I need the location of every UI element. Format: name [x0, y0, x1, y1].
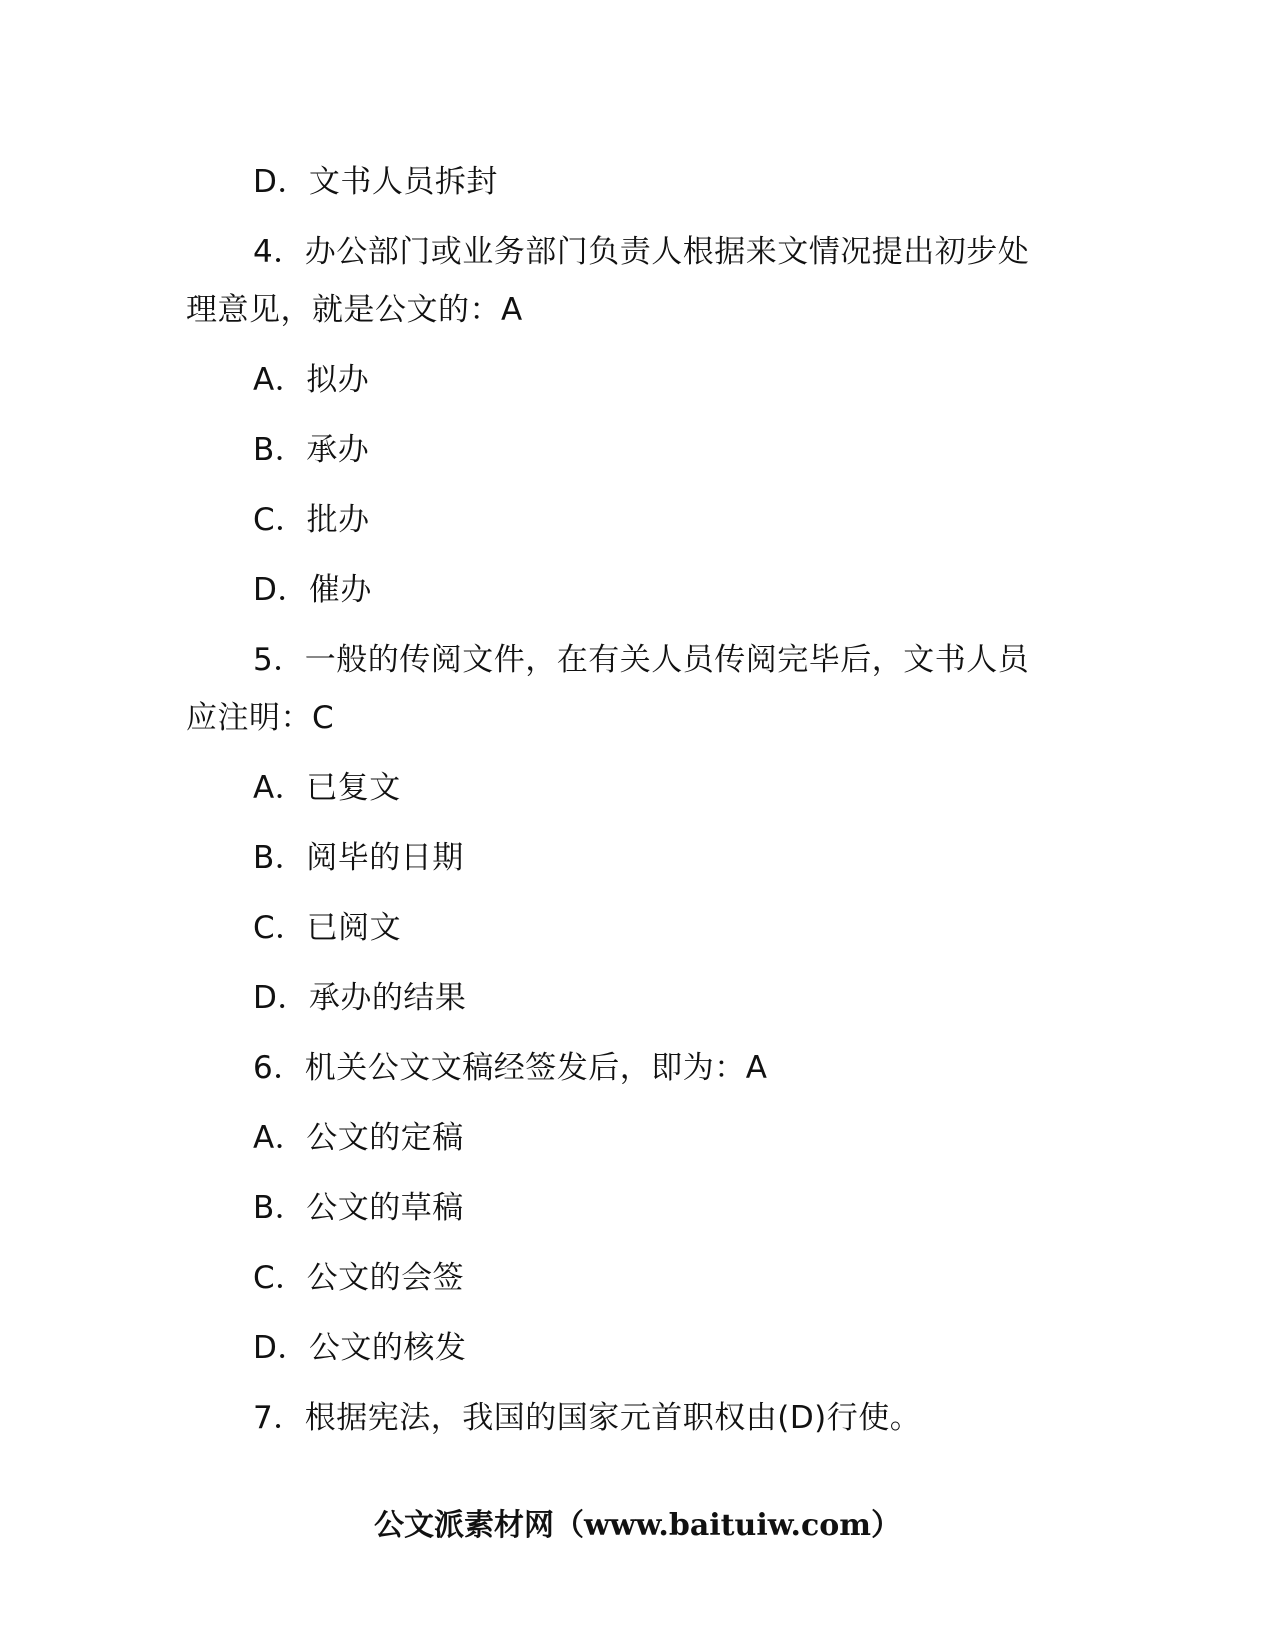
option-line: D．承办的结果	[253, 980, 467, 1016]
option-line: D．公文的核发	[253, 1330, 467, 1366]
question-line-continuation: 应注明：C	[186, 700, 335, 736]
option-line: C．批办	[253, 502, 370, 538]
option-line: A．公文的定稿	[253, 1120, 464, 1156]
option-line: A．拟办	[253, 362, 370, 398]
option-line: A．已复文	[253, 770, 401, 806]
question-line: 4．办公部门或业务部门负责人根据来文情况提出初步处	[253, 234, 1030, 270]
question-line: 6．机关公文文稿经签发后，即为：A	[253, 1050, 768, 1086]
question-line: 7．根据宪法，我国的国家元首职权由(D)行使。	[253, 1400, 922, 1436]
option-line: D．文书人员拆封	[253, 164, 498, 200]
option-line: D．催办	[253, 572, 372, 608]
question-line: 5．一般的传阅文件，在有关人员传阅完毕后，文书人员	[253, 642, 1030, 678]
option-line: B．公文的草稿	[253, 1190, 464, 1226]
question-line-continuation: 理意见，就是公文的：A	[186, 292, 523, 328]
option-line: B．阅毕的日期	[253, 840, 464, 876]
option-line: B．承办	[253, 432, 370, 468]
page-footer: 公文派素材网（www.baituiw.com）	[373, 1508, 902, 1543]
option-line: C．已阅文	[253, 910, 402, 946]
option-line: C．公文的会签	[253, 1260, 465, 1296]
